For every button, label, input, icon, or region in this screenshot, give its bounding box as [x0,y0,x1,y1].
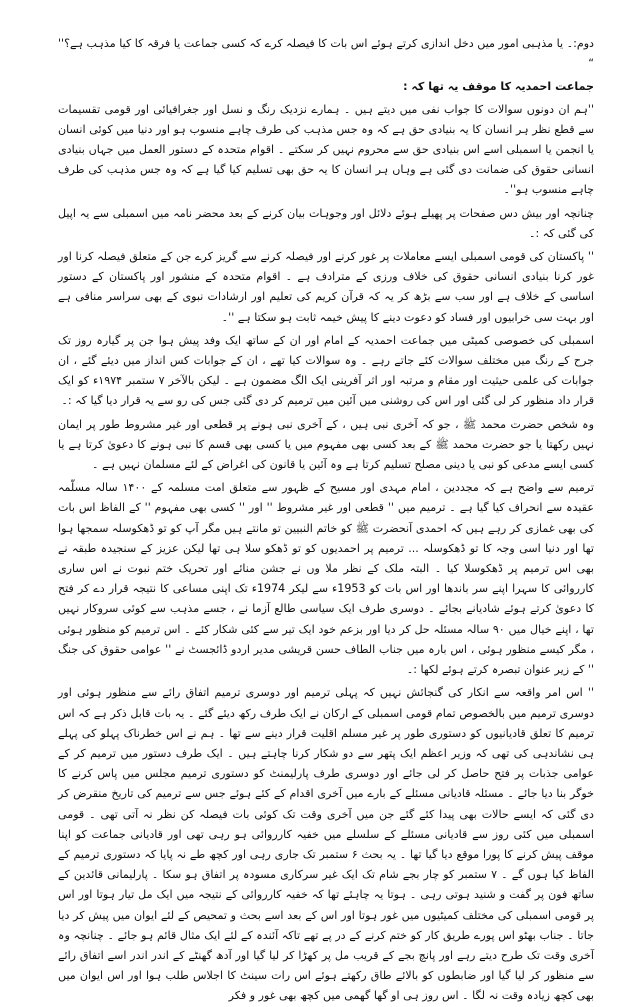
paragraph-3: '' پاکستان کی قومی اسمبلی ایسے معاملات پر غور کرنے اور فیصلہ کرنے سے گریز کرے جن کے متعلق فیصلہ کرنا اور غور کرنا بنیادی انسانی حقوق کی خلاف ورزی کے مترادف ہے ۔ اقوام متحدہ کے منشور اور پاکستان کے دستور اساسی کے خلاف ہے اور سب سے بڑھ کر یہ کہ قرآن کریم کی تعلیم اور ارشادات نبوی کے بھی سراسر منافی ہے اور بہت سی خرابیوں اور فساد کو دعوت دینے کا پیش خیمہ ثابت ہو سکتا ہے ''۔ [58,250,594,324]
paragraph-5: وہ شخص حضرت محمد ﷺ ، جو کہ آخری نبی ہیں ، کے آخری نبی ہونے پر قطعی اور غیر مشروط طور پر ایمان نہیں رکھتا یا جو حضرت محمد ﷺ کے بعد کسی بھی مفہوم میں یا کسی بھی قسم کا نبی ہونے کا دعویٰ کرتا ہے یا کسی ایسے مدعی کو نبی یا دینی مصلح تسلیم کرتا ہے وہ آئین یا قانون کی اغراض کے لئے مسلمان نہیں ہے ۔ [58,417,594,472]
section-heading: جماعت احمدیہ کا موقف یہ تھا کہ : [403,80,594,94]
paragraph-1: ''ہم ان دونوں سوالات کا جواب نفی میں دیتے ہیں ۔ ہمارے نزدیک رنگ و نسل اور جغرافیائی اور قومی تقسیمات سے قطع نظر ہر انسان کا یہ بنیادی حق ہے کہ وہ جس مذہب کی طرف چاہے منسوب ہو اور دنیا میں کوئی انسان یا انجمن یا اسمبلی اسے اس بنیادی حق سے محروم نہیں کر سکتے ۔ اقوام متحدہ کے دستور العمل میں جہاں بنیادی انسانی حقوق کی ضمانت دی گئی ہے وہاں ہر انسان کا یہ حق بھی تسلیم کیا گیا ہے کہ وہ جس مذہب کی طرف چاہے منسوب ہو''۔ [58,102,594,197]
opening-paragraph: دوم:۔ یا مذہبی امور میں دخل اندازی کرتے ہوئے اس بات کا فیصلہ کرے کہ کسی جماعت یا فرقہ کا کیا مذہب ہے؟'' “ [58,37,594,71]
paragraph-7: '' اس امر واقعہ سے انکار کی گنجائش نہیں کہ پہلی ترمیم اور دوسری ترمیم اتفاق رائے سے منظور ہوئی اور دوسری ترمیم میں بالخصوص تمام قومی اسمبلی کے ارکان نے ایک طرف رکھ دیئے گئے ۔ یہ بات قابل ذکر ہے کہ اس ترمیم کا تعلق قادیانیوں کو دستوری طور پر غیر مسلم اقلیت قرار دینے سے تھا ۔ ہم نے اس خطرناک پہلو کی پہلے ہی نشاندہی کی تھی کہ وزیر اعظم ایک پتھر سے دو شکار کرنا چاہتے ہیں ۔ ایک طرف دستور میں ترمیم کر کے عوامی جذبات پر فتح حاصل کر لی جائے اور دوسری طرف پارلیمنٹ کو دستوری ترمیم مجلس میں پاس کرنے کا خوگر بنا دیا جائے ۔ مسئلہ قادیانی مسئلے کے بارے میں آخری اقدام کے کئے ہوئے جس سے ترمیم کی تاریخ منقرض کر دی گئی کہ ایسے حالات بھی پیدا کئے گئے جن میں آخری وقت تک کوئی بات فیصلہ کن نظر نہ آتی تھی ۔ قومی اسمبلی میں کئی روز سے قادیانی مسئلے کے سلسلے میں خفیہ کارروائی ہو رہی تھی اور قادیانی جماعت کو اپنا موقف پیش کرنے کا پورا موقع دیا گیا تھا ۔ یہ بحث ۶ ستمبر تک جاری رہی اور کچھ طے نہ پایا کہ دستوری ترمیم کے الفاظ کیا ہوں گے ۔ ۷ ستمبر کو چار بجے شام تک ایک غیر سرکاری مسودہ پر اتفاق ہو سکا ۔ پارلیمانی قائدین کے ساتھ فون پر گفت و شنید ہوتی رہی ۔ ہوتا یہ چاہئے تھا کہ خفیہ کارروائی کے نتیجہ میں ایک مل تیار ہوتا اور اس پر قومی اسمبلی کی مختلف کمیٹیوں میں غور ہوتا اور اس کے بعد اسے بحث و تمحیص کے لئے ایوان میں پیش کر دیا جاتا ۔ جناب بھٹو اس پورے طریق کار کو ختم کرنے کے در پے تھے تاکہ آئندہ کے لئے ایک مثال قائم ہو جائے ۔ چنانچہ وہ آخری وقت تک طرح دیتے رہے اور پانچ بجے کے قریب مل پر کھڑا کر لیا گیا اور آدھ گھنٹے کے اندر اندر اسے اتفاق رائے سے منظور کر لیا گیا اور ضابطوں کو بالائے طاق رکھتے ہوئے اس رات سینٹ کا اجلاس طلب ہوا اور اس ایوان میں بھی کچھ زیادہ وقت نہ لگا ۔ اس روز ہی او گھا گھمی میں کچھ بھی غور و فکر [58,686,594,1003]
paragraph-4: اسمبلی کی خصوصی کمیٹی میں جماعت احمدیہ کے امام اور ان کے ساتھ ایک وفد پیش ہوا جن پر گیارہ روز تک جرح کے رنگ میں مختلف سوالات کئے جاتے رہے ۔ وہ سوالات کیا تھے ، ان کے جوابات کس انداز میں دیئے گئے ، ان جوابات کی علمی حیثیت اور مقام و مرتبہ اور اثر آفرینی ایک الگ مضمون ہے ۔ لیکن بالآخر ۷ ستمبر ۱۹۷۴ء کو ایک قرار داد منظور کر لی گئی اور اس کی روشنی میں آئین میں ترمیم کر دی گئی جس کی رو سے یہ قرار دیا گیا کہ :۔ [58,333,595,408]
paragraph-6: ترمیم سے واضح ہے کہ مجددین ، امام مہدی اور مسیح کے ظہور سے متعلق امت مسلمہ کے ۱۴۰۰ سالہ مسلّمہ عقیدہ سے انحراف کیا گیا ہے ۔ ترمیم میں '' قطعی اور غیر مشروط '' اور '' کسی بھی مفہوم '' کے الفاظ اس بات کی بھی غمازی کر رہے ہیں کہ احمدی آنحضرت ﷺ کو خاتم النبیین تو مانتے ہیں مگر آپ کو تو ڈھکوسلہ سمجھا ہوا تھا اور دنیا اسی وجہ کا تو ڈھکوسلہ ... ترمیم پر احمدیوں کو تو ڈھکو سلا ہی تھا لیکن عزیز کے سنجیدہ طبقہ نے بھی اس ترمیم پر ڈھکوسلا کیا ۔ البتہ ملک کے نظر ملا وں نے جشن منائے اور تحریک ختم نبوت نے اس ساری کارروائی کا سہرا اپنے سر باندھا اور اس بات کو 1953ء سے لیکر 1974ء تک اپنی مساعی کا نتیجہ قرار دے کر فتح کا دعویٰ کرتے ہوئے شادیانے بجائے ۔ دوسری طرف ایک سیاسی طالع آزما نے ، جسے مذہب سے کوئی سروکار نہیں تھا ، اپنے خیال میں ۹۰ سالہ مسئلہ حل کر دیا اور بزعم خود ایک تیر سے کئی شکار کئے ۔ اس ترمیم کو منظور ہوئی ، مگر کیسے منظور ہوئی ، اس بارہ میں جناب الطاف حسن قریشی مدیر اردو ڈائجسٹ نے '' عوامی حقوق کی جنگ '' کے زیر عنوان تبصرہ کرتے ہوئے لکھا :۔ [58,481,594,677]
paragraph-2: چنانچہ اور بیش دس صفحات پر پھیلے ہوئے دلائل اور وجوہات بیان کرنے کے بعد محضر نامہ میں اسمبلی سے یہ اپیل کی گئی کہ :۔ [58,206,594,240]
